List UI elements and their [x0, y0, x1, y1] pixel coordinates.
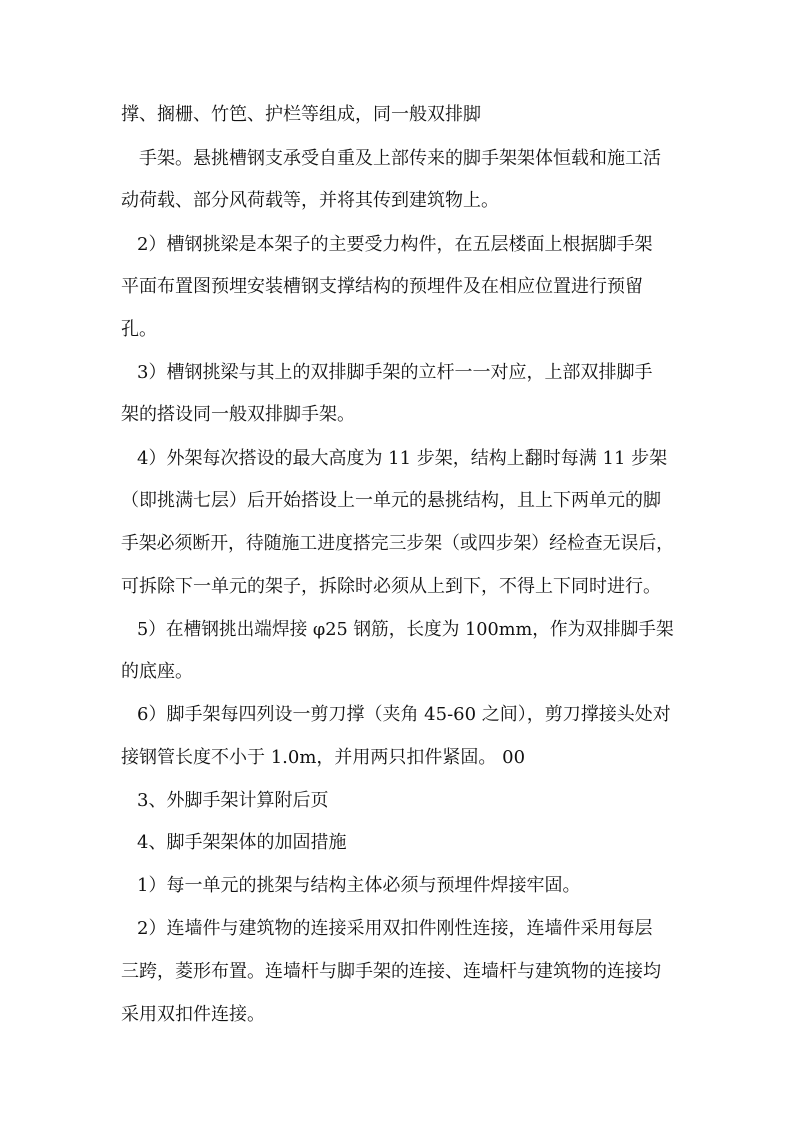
text-line: 4、脚手架架体的加固措施	[137, 832, 347, 853]
text-line: 3、外脚手架计算附后页	[137, 790, 329, 811]
text-line: 撑、搁栅、竹笆、护栏等组成，同一般双排脚	[121, 104, 481, 125]
text-line: 架的搭设同一般双排脚手架。	[121, 404, 355, 425]
text-line: 5）在槽钢挑出端焊接 φ25 钢筋，长度为 100mm，作为双排脚手架	[137, 619, 674, 640]
text-line: 4）外架每次搭设的最大高度为 11 步架，结构上翻时每满 11 步架	[137, 448, 668, 469]
text-line: 接钢管长度不小于 1.0m，并用两只扣件紧固。 00	[121, 747, 526, 768]
text-line: 1）每一单元的挑架与结构主体必须与预埋件焊接牢固。	[137, 875, 581, 896]
text-line: 2）连墙件与建筑物的连接采用双扣件刚性连接，连墙件采用每层	[137, 918, 653, 939]
text-line: 动荷载、部分风荷载等，并将其传到建筑物上。	[121, 190, 499, 211]
text-line: （即挑满七层）后开始搭设上一单元的悬挑结构，且上下两单元的脚	[121, 490, 661, 511]
text-line: 6）脚手架每四列设一剪刀撑（夹角 45-60 之间），剪刀撑接头处对	[137, 704, 671, 725]
text-line: 平面布置图预埋安装槽钢支撑结构的预埋件及在相应位置进行预留	[121, 276, 643, 297]
text-line: 2）槽钢挑梁是本架子的主要受力构件，在五层楼面上根据脚手架	[137, 234, 653, 255]
text-line: 三跨，菱形布置。连墙杆与脚手架的连接、连墙杆与建筑物的连接均	[121, 961, 661, 982]
text-line: 可拆除下一单元的架子，拆除时必须从上到下，不得上下同时进行。	[121, 576, 661, 597]
text-line: 的底座。	[121, 661, 193, 682]
text-line: 手架。悬挑槽钢支承受自重及上部传来的脚手架架体恒载和施工活	[139, 148, 661, 169]
text-line: 3）槽钢挑梁与其上的双排脚手架的立杆一一对应，上部双排脚手	[137, 362, 653, 383]
text-line: 手架必须断开，待随施工进度搭完三步架（或四步架）经检查无误后，	[121, 533, 674, 554]
text-line: 孔。	[121, 319, 157, 340]
text-line: 采用双扣件连接。	[121, 1004, 265, 1025]
